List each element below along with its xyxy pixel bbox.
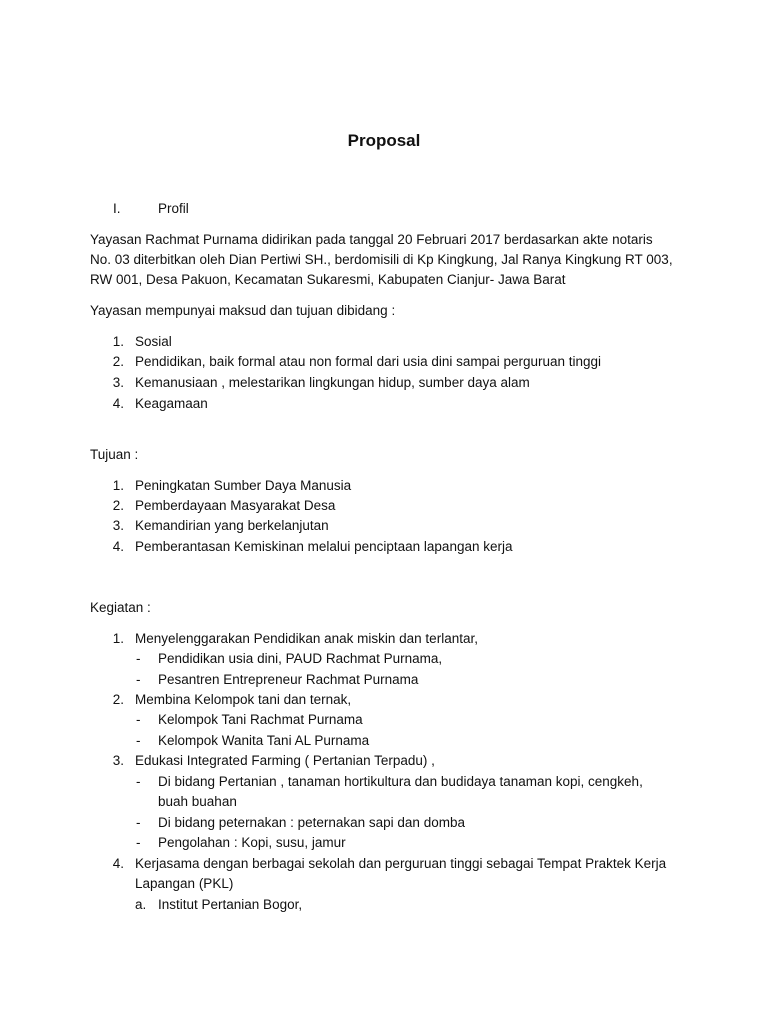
list-number: 2. [112, 692, 124, 707]
list-item: Keagamaan [135, 396, 208, 411]
list-item: Pendidikan, baik formal atau non formal dari usia dini sampai perguruan tinggi [135, 354, 602, 369]
list-item: Peningkatan Sumber Daya Manusia [135, 478, 352, 493]
list-number: 4. [112, 539, 124, 554]
sub-item: Di bidang Pertanian , tanaman hortikultura dan budidaya tanaman kopi, cengkeh, [158, 774, 643, 789]
list-number: 1. [112, 334, 124, 349]
list-number: 3. [112, 518, 124, 533]
goals-heading: Tujuan : [90, 447, 139, 462]
list-item: Kemanusiaan , melestarikan lingkungan hidup, sumber daya alam [135, 375, 530, 390]
list-item: Kerjasama dengan berbagai sekolah dan perguruan tinggi sebagai Tempat Praktek Kerja [135, 856, 667, 871]
intro-line: No. 03 diterbitkan oleh Dian Pertiwi SH., berdomisili di Kp Kingkung, Jal Ranya Kingkung RT 003, [90, 252, 673, 267]
sub-item: Pengolahan : Kopi, susu, jamur [158, 835, 346, 850]
list-item: Sosial [135, 334, 172, 349]
intro-line: Yayasan Rachmat Purnama didirikan pada tanggal 20 Februari 2017 berdasarkan akte notaris [90, 232, 653, 247]
list-number: 2. [112, 354, 124, 369]
dash-bullet: - [136, 672, 141, 687]
list-number: 1. [112, 631, 124, 646]
section-label: Profil [158, 201, 189, 216]
dash-bullet: - [136, 733, 141, 748]
list-item: Pemberdayaan Masyarakat Desa [135, 498, 336, 513]
list-item: Kemandirian yang berkelanjutan [135, 518, 329, 533]
list-item: Membina Kelompok tani dan ternak, [135, 692, 352, 707]
list-number: 2. [112, 498, 124, 513]
list-item: Menyelenggarakan Pendidikan anak miskin dan terlantar, [135, 631, 478, 646]
purpose-heading: Yayasan mempunyai maksud dan tujuan dibidang : [90, 303, 396, 318]
list-number: 4. [112, 856, 124, 871]
dash-bullet: - [136, 835, 141, 850]
dash-bullet: - [136, 815, 141, 830]
list-number: 4. [112, 396, 124, 411]
list-number: 3. [112, 753, 124, 768]
list-number: 1. [112, 478, 124, 493]
dash-bullet: - [136, 651, 141, 666]
list-item: Pemberantasan Kemiskinan melalui penciptaan lapangan kerja [135, 539, 513, 554]
activities-heading: Kegiatan : [90, 600, 151, 615]
document-title: Proposal [347, 131, 421, 150]
sub-item: Kelompok Tani Rachmat Purnama [158, 712, 363, 727]
intro-line: RW 001, Desa Pakuon, Kecamatan Sukaresmi, Kabupaten Cianjur- Jawa Barat [90, 272, 566, 287]
dash-bullet: - [136, 774, 141, 789]
sub-item-continuation: buah buahan [158, 794, 237, 809]
list-item-continuation: Lapangan (PKL) [135, 876, 234, 891]
sub-item: Institut Pertanian Bogor, [158, 897, 303, 912]
list-number: 3. [112, 375, 124, 390]
dash-bullet: - [136, 712, 141, 727]
sub-item: Di bidang peternakan : peternakan sapi dan domba [158, 815, 465, 830]
sub-item: Pendidikan usia dini, PAUD Rachmat Purnama, [158, 651, 443, 666]
section-number: I. [113, 201, 121, 216]
sub-letter: a. [135, 897, 147, 912]
list-item: Edukasi Integrated Farming ( Pertanian Terpadu) , [135, 753, 435, 768]
sub-item: Kelompok Wanita Tani AL Purnama [158, 733, 370, 748]
sub-item: Pesantren Entrepreneur Rachmat Purnama [158, 672, 419, 687]
